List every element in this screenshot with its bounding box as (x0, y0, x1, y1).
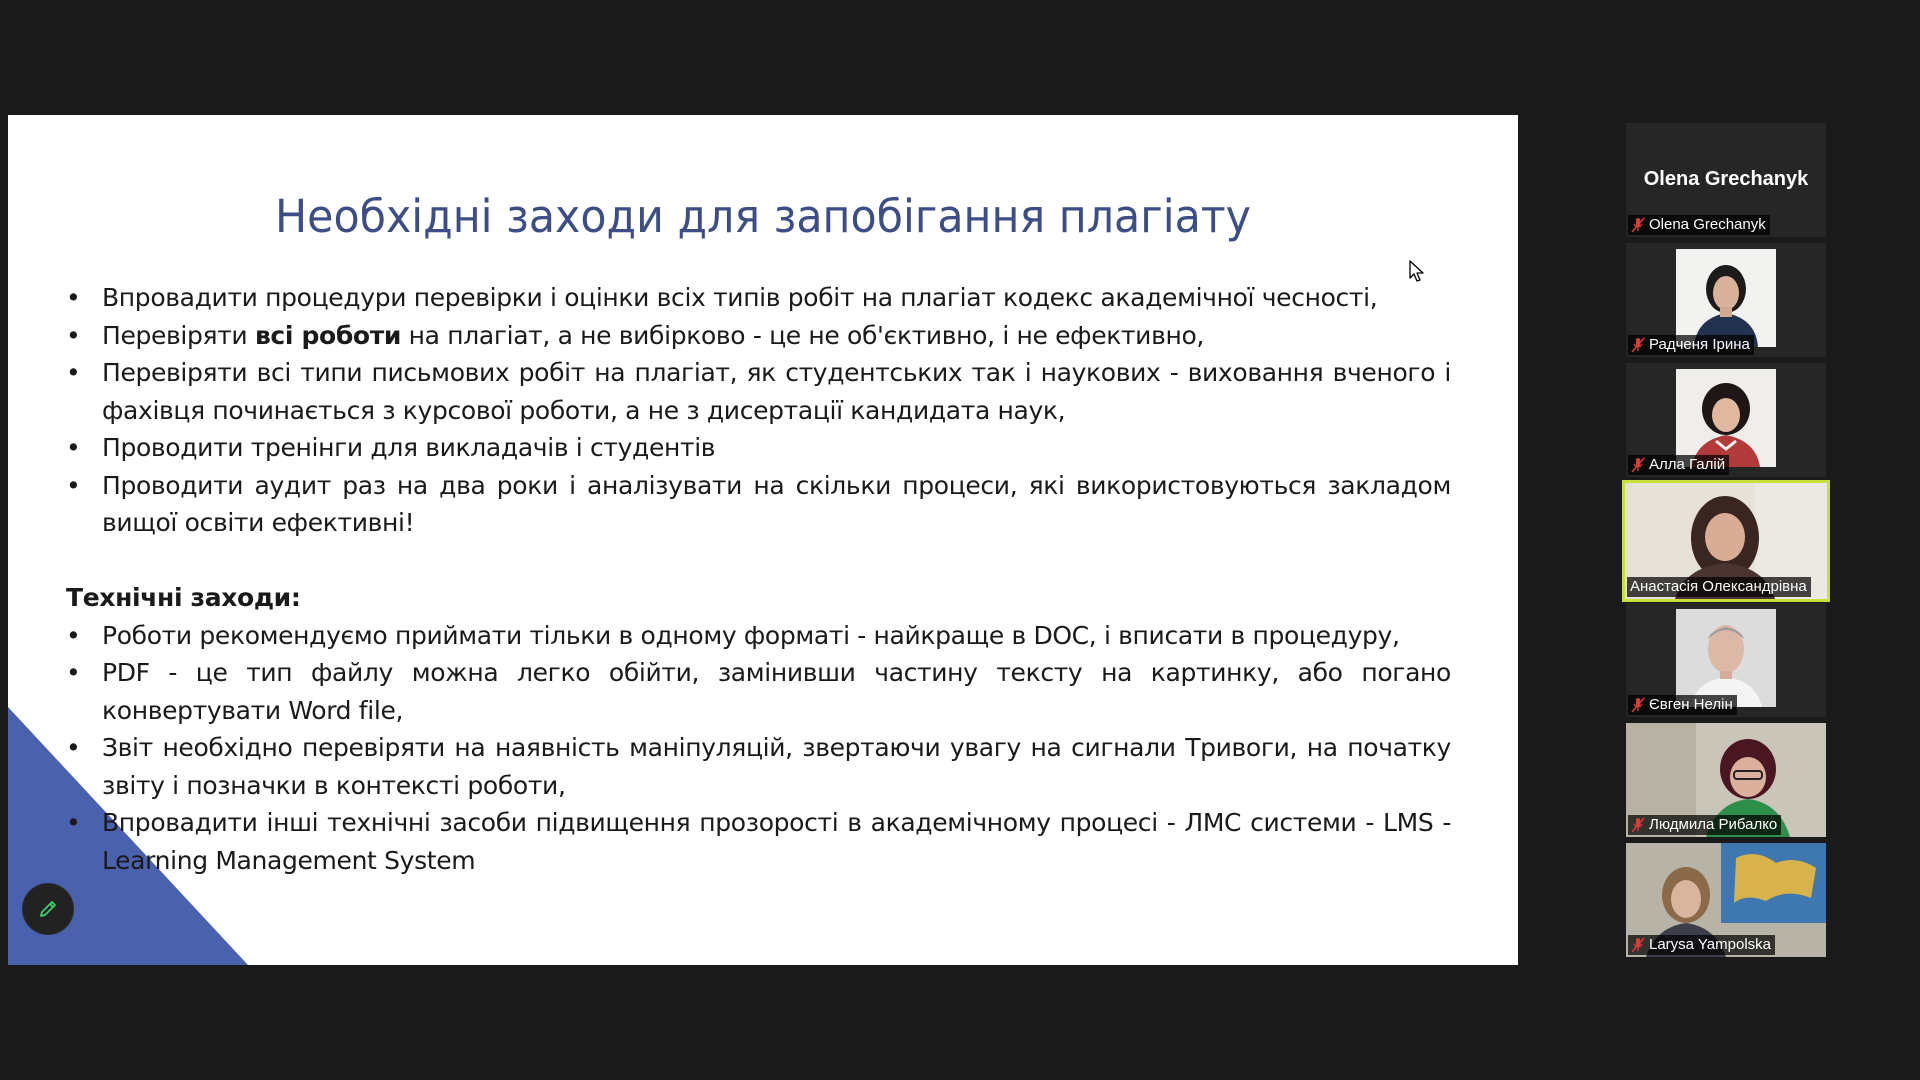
list-item: • Проводити тренінги для викладачів і студентів (66, 429, 1451, 467)
technical-measures-list (66, 617, 1451, 880)
participant-video (1676, 609, 1776, 707)
participant-name-bar (1628, 695, 1737, 715)
participant-name: Olena Grechanyk (1649, 216, 1766, 233)
list-item: • Звіт необхідно перевіряти на наявність маніпуляцій, звертаючи увагу на сигнали Тривоги, на початку звіту і позначки в контексті роботи, (66, 729, 1451, 804)
participant-tile[interactable] (1626, 843, 1826, 957)
list-item: • Проводити аудит раз на два роки і аналізувати на скільки процеси, які використовуються закладом вищої освіти ефективні! (66, 467, 1451, 542)
participant-display-name: Olena Grechanyk (1643, 168, 1809, 190)
muted-mic-icon (1631, 457, 1645, 473)
muted-mic-icon (1631, 337, 1645, 353)
muted-mic-icon (1631, 817, 1645, 833)
muted-mic-icon (1631, 217, 1645, 233)
participant-name-bar (1628, 455, 1729, 475)
participant-tile[interactable] (1626, 123, 1826, 237)
participant-tile[interactable] (1626, 363, 1826, 477)
participant-name-bar (1628, 335, 1754, 355)
list-item: • Впровадити процедури перевірки і оцінки всіх типів робіт на плагіат кодекс академічної чесності, (66, 279, 1451, 317)
participant-name: Радченя Ірина (1649, 336, 1750, 353)
pencil-icon (37, 898, 59, 920)
participant-name: Анастасія Олександрівна (1630, 578, 1807, 595)
list-item: • Роботи рекомендуємо приймати тільки в одному форматі - найкраще в DOC, і вписати в процедуру, (66, 617, 1451, 655)
participant-name: Алла Галій (1649, 456, 1726, 473)
shared-slide (8, 115, 1518, 965)
participant-tile[interactable] (1626, 603, 1826, 717)
participant-name: Євген Нелін (1649, 696, 1733, 713)
participant-name-bar (1628, 815, 1781, 835)
slide-title: Необхідні заходи для запобігання плагіату (275, 190, 1251, 243)
list-item: • Перевіряти всі типи письмових робіт на плагіат, як студентських так і наукових - виховання вченого і фахівця починається з курсової роботи, а не з дисертації кандидата наук, (66, 354, 1451, 429)
slide-content (66, 279, 1451, 879)
participant-name-bar (1628, 935, 1775, 955)
participant-name-bar (1628, 215, 1770, 235)
participant-name: Larysa Yampolska (1649, 936, 1772, 953)
list-item: • Впровадити інші технічні засоби підвищення прозорості в академічному процесі - ЛМС системи - LMS - Learning Management System (66, 804, 1451, 879)
participant-tile[interactable] (1626, 723, 1826, 837)
participant-name-bar (1627, 577, 1811, 597)
bold-text: всі роботи (254, 320, 402, 350)
measures-list (66, 279, 1451, 542)
section-heading: Технічні заходи: (66, 583, 301, 612)
participant-tile-active-speaker[interactable] (1622, 480, 1830, 602)
participant-video (1676, 369, 1776, 467)
muted-mic-icon (1631, 937, 1645, 953)
participant-name: Людмила Рибалко (1649, 816, 1778, 833)
participant-video (1676, 249, 1776, 347)
mouse-cursor-icon (1409, 260, 1425, 284)
annotate-button[interactable] (22, 883, 74, 935)
list-item: • PDF - це тип файлу можна легко обійти, замінивши частину тексту на картинку, або погано конвертувати Word file, (66, 654, 1451, 729)
list-item: • Перевіряти всі роботи на плагіат, а не вибірково - це не об'єктивно, і не ефективно, (66, 317, 1451, 355)
participant-tile[interactable] (1626, 243, 1826, 357)
muted-mic-icon (1631, 697, 1645, 713)
